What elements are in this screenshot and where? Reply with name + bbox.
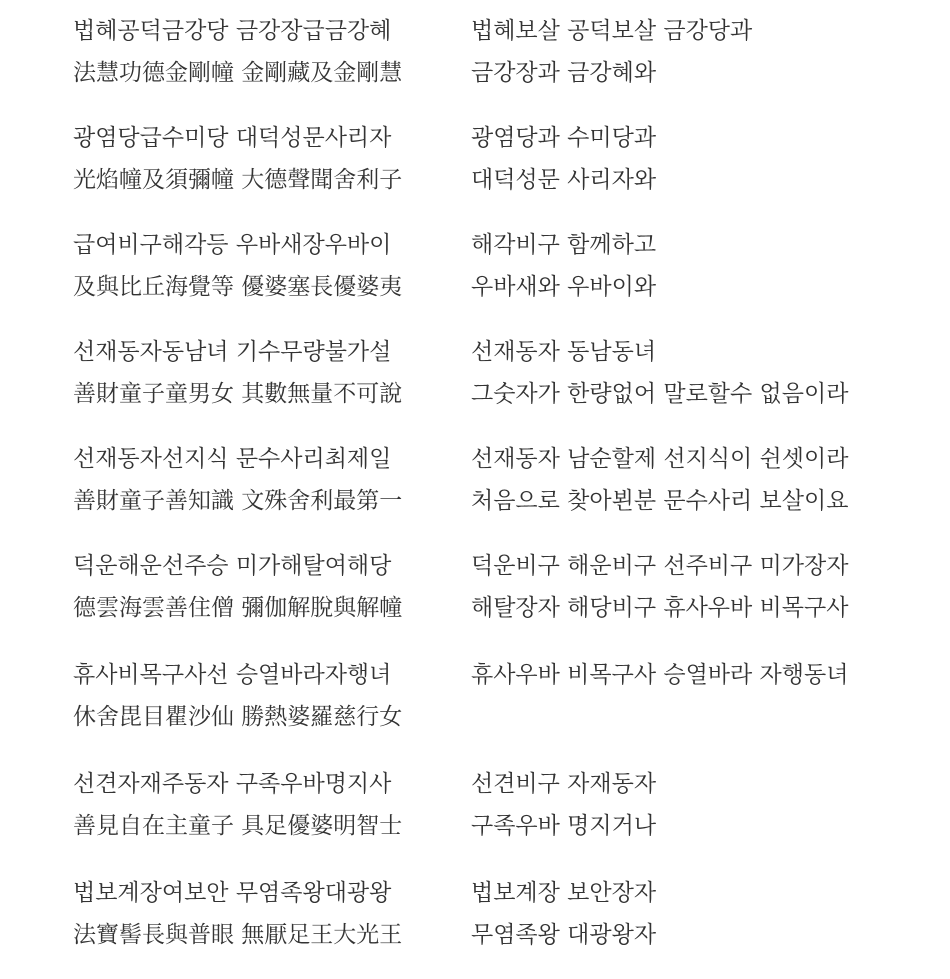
translation-line: 선재동자 동남동녀 — [471, 339, 657, 365]
verse — [0, 872, 950, 972]
original-text-column — [73, 438, 453, 522]
original-text-column — [73, 654, 453, 738]
translation-line: 해탈장자 해당비구 휴사우바 비목구사 — [471, 595, 849, 621]
hanja-line: 德雲海雲善住僧 彌伽解脫與解幢 — [73, 595, 403, 621]
hanja-line: 善財童子善知識 文殊舍利最第一 — [73, 488, 403, 514]
translation-column — [471, 10, 931, 94]
verse — [0, 117, 950, 217]
hangul-reading-line: 법혜공덕금강당 금강장급금강혜 — [73, 18, 392, 44]
translation-line: 무염족왕 대광왕자 — [471, 922, 657, 948]
hangul-reading-line: 선재동자동남녀 기수무량불가설 — [73, 339, 392, 365]
hanja-line: 善財童子童男女 其數無量不可說 — [73, 381, 403, 407]
translation-line: 선견비구 자재동자 — [471, 771, 657, 797]
translation-line: 선재동자 남순할제 선지식이 쉰셋이라 — [471, 446, 849, 472]
hanja-line: 休舍毘目瞿沙仙 勝熱婆羅慈行女 — [73, 704, 403, 730]
translation-line: 광염당과 수미당과 — [471, 125, 657, 151]
original-text-column — [73, 224, 453, 308]
hanja-line: 法慧功德金剛幢 金剛藏及金剛慧 — [73, 60, 403, 86]
translation-column — [471, 763, 931, 847]
translation-column — [471, 117, 931, 201]
verse — [0, 654, 950, 754]
hangul-reading-line: 법보계장여보안 무염족왕대광왕 — [73, 880, 392, 906]
original-text-column — [73, 545, 453, 629]
translation-column — [471, 545, 931, 629]
translation-column — [471, 872, 931, 956]
translation-line: 그숫자가 한량없어 말로할수 없음이라 — [471, 381, 849, 407]
translation-line: 법보계장 보안장자 — [471, 880, 657, 906]
hanja-line: 善見自在主童子 具足優婆明智士 — [73, 813, 403, 839]
original-text-column — [73, 331, 453, 415]
hanja-line: 法寶髻長與普眼 無厭足王大光王 — [73, 922, 403, 948]
verse — [0, 331, 950, 431]
hangul-reading-line: 급여비구해각등 우바새장우바이 — [73, 232, 392, 258]
translation-line: 금강장과 금강혜와 — [471, 60, 657, 86]
original-text-column — [73, 10, 453, 94]
translation-column — [471, 331, 931, 415]
hanja-line: 及與比丘海覺等 優婆塞長優婆夷 — [73, 274, 403, 300]
translation-line: 덕운비구 해운비구 선주비구 미가장자 — [471, 553, 849, 579]
translation-column — [471, 224, 931, 308]
original-text-column — [73, 117, 453, 201]
translation-line: 구족우바 명지거나 — [471, 813, 657, 839]
hangul-reading-line: 선재동자선지식 문수사리최제일 — [73, 446, 392, 472]
translation-column — [471, 654, 931, 738]
original-text-column — [73, 872, 453, 956]
translation-line — [471, 696, 931, 738]
hanja-line: 光焰幢及須彌幢 大德聲聞舍利子 — [73, 167, 403, 193]
translation-line: 대덕성문 사리자와 — [471, 167, 657, 193]
verse — [0, 763, 950, 863]
hangul-reading-line: 선견자재주동자 구족우바명지사 — [73, 771, 392, 797]
verse — [0, 438, 950, 538]
translation-line: 해각비구 함께하고 — [471, 232, 657, 258]
hangul-reading-line: 광염당급수미당 대덕성문사리자 — [73, 125, 392, 151]
original-text-column — [73, 763, 453, 847]
translation-line: 우바새와 우바이와 — [471, 274, 657, 300]
verse — [0, 545, 950, 645]
hangul-reading-line: 덕운해운선주승 미가해탈여해당 — [73, 553, 392, 579]
translation-line: 처음으로 찾아뵌분 문수사리 보살이요 — [471, 488, 849, 514]
translation-line: 법혜보살 공덕보살 금강당과 — [471, 18, 753, 44]
verse — [0, 224, 950, 324]
verse — [0, 10, 950, 110]
translation-column — [471, 438, 931, 522]
hangul-reading-line: 휴사비목구사선 승열바라자행녀 — [73, 662, 392, 688]
translation-line: 휴사우바 비목구사 승열바라 자행동녀 — [471, 662, 849, 688]
